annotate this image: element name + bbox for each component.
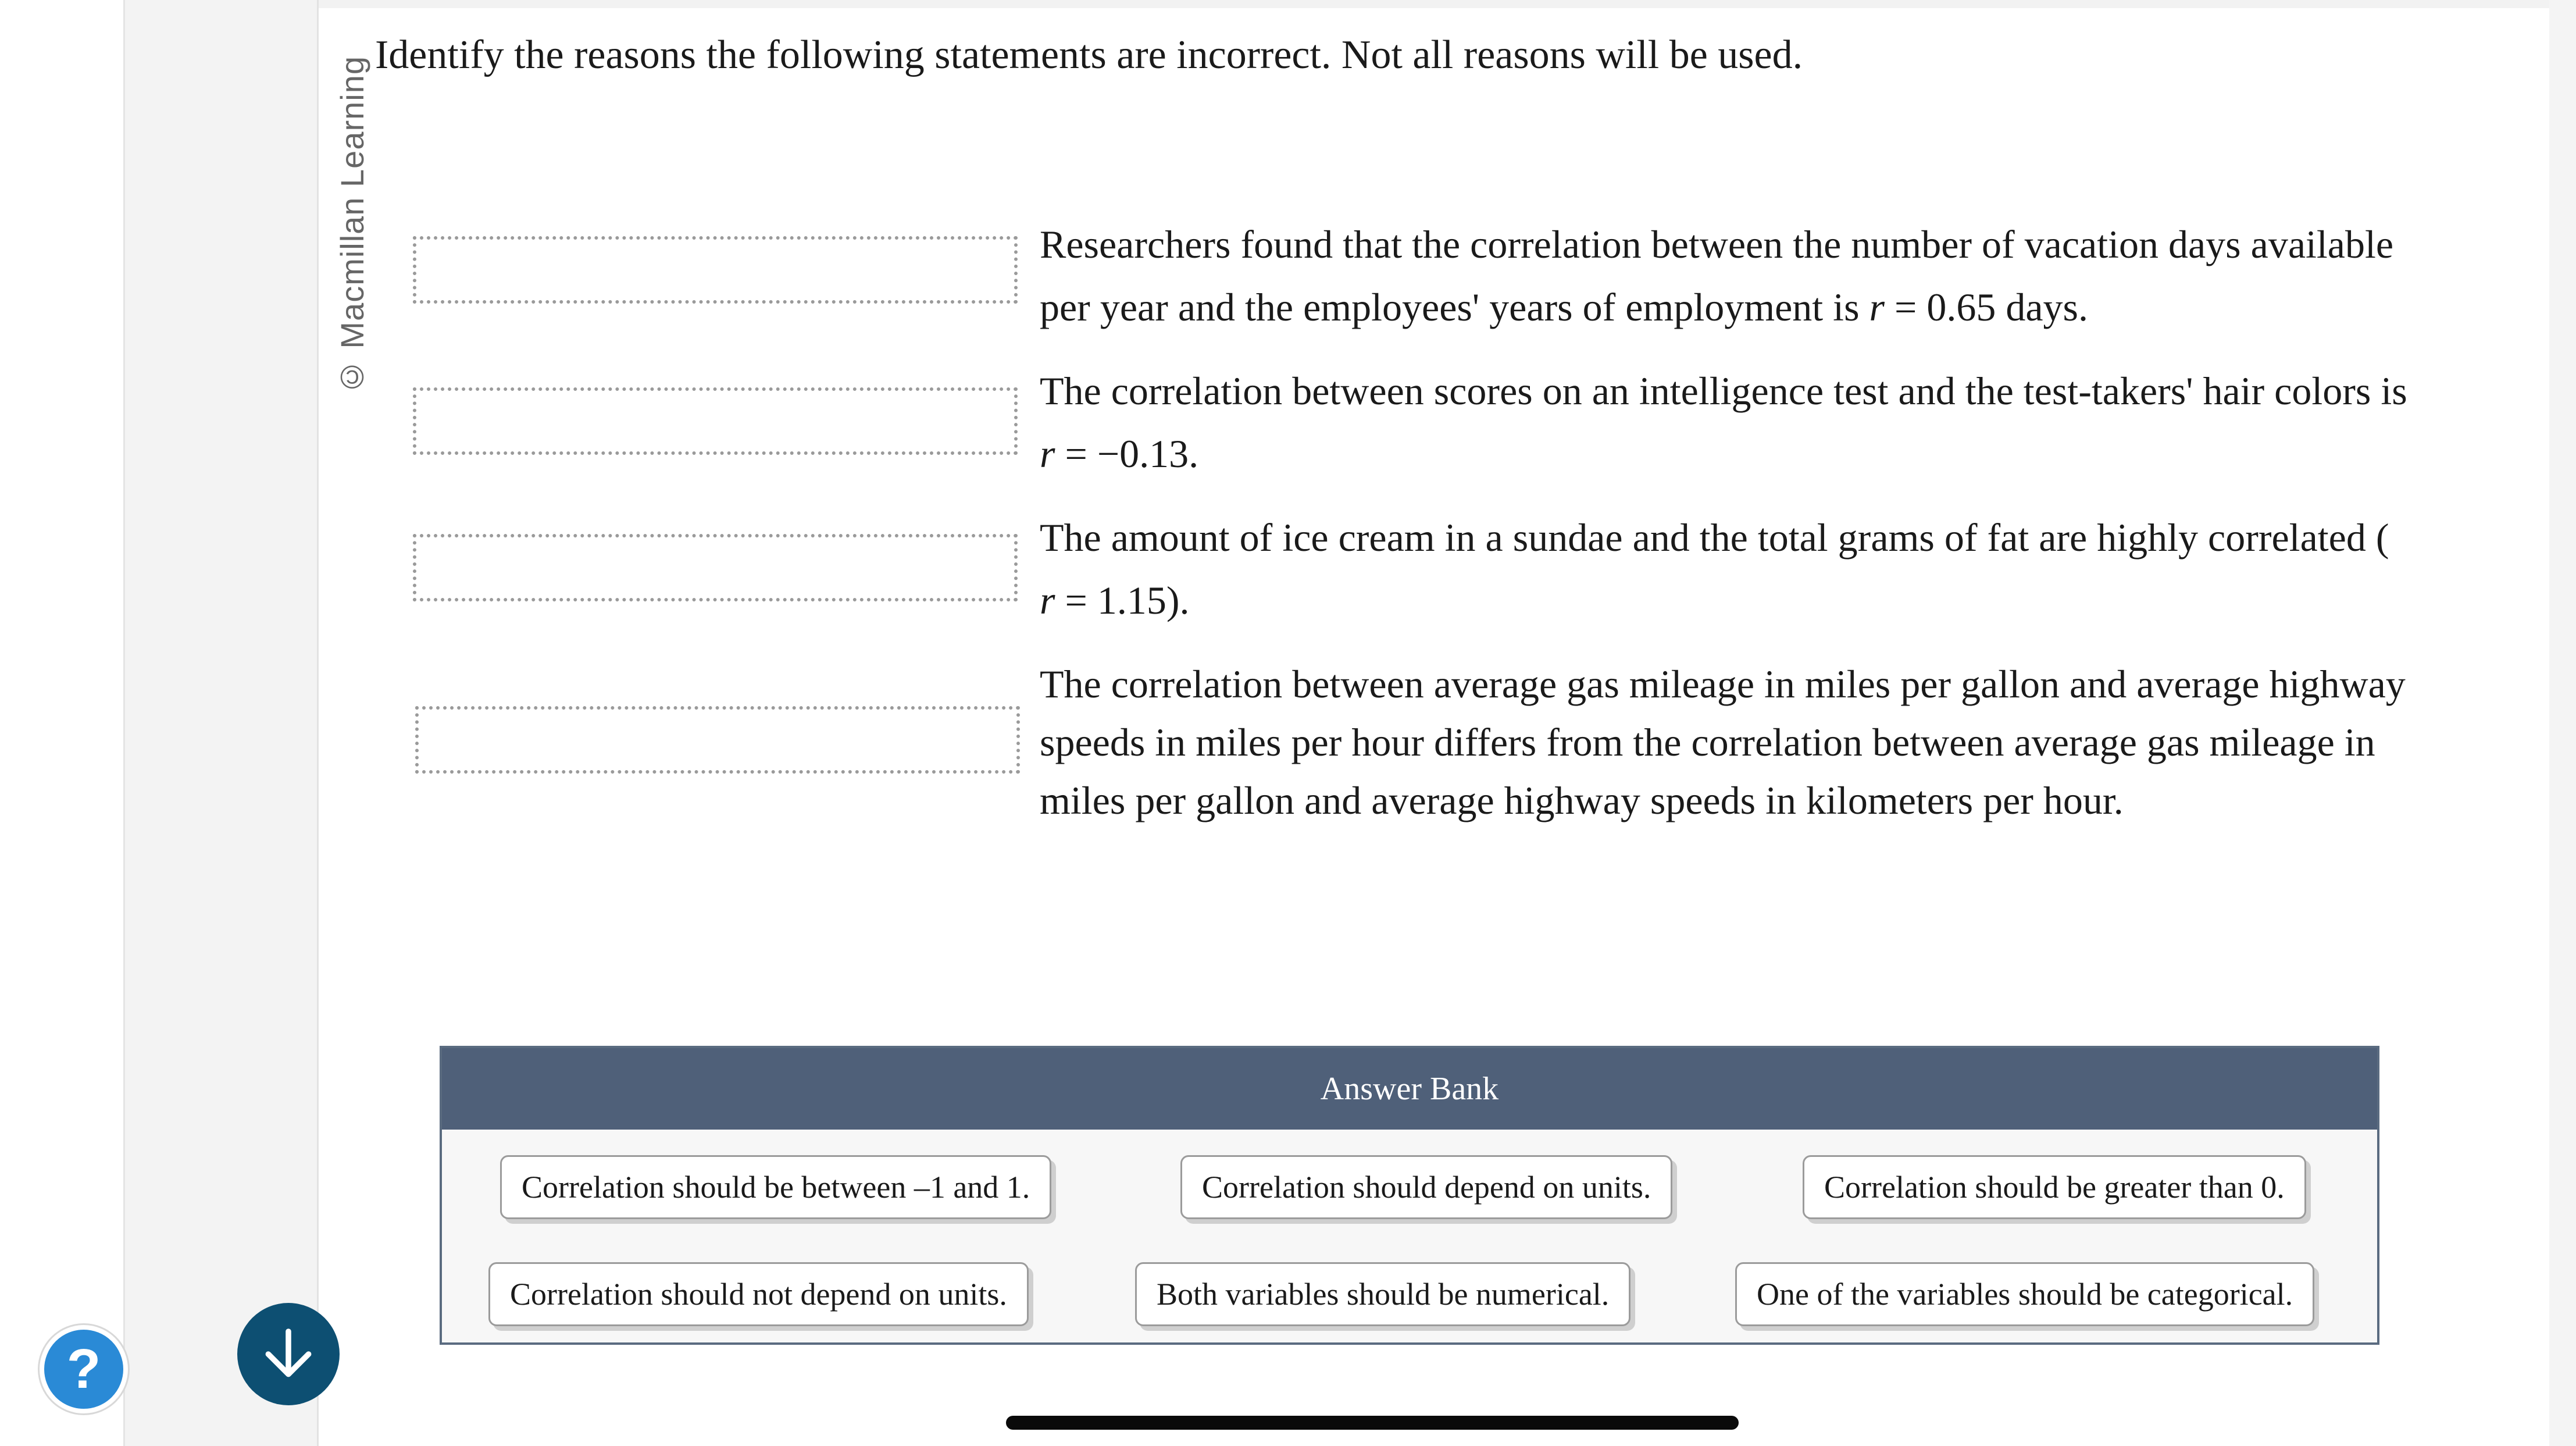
right-edge [2549, 0, 2576, 1446]
r-variable: r [1040, 578, 1055, 622]
answer-bank-title: Answer Bank [1320, 1071, 1499, 1107]
statement-3-line1: The amount of ice cream in a sundae and the total grams of fat are highly correlated ( [1040, 515, 2389, 560]
r-variable: r [1040, 432, 1055, 476]
drop-target-3[interactable] [413, 534, 1018, 601]
statement-2 [1040, 359, 2517, 485]
answer-chip-not-depend-on-units[interactable]: Correlation should not depend on units. [488, 1262, 1029, 1326]
answer-chip-depend-on-units[interactable]: Correlation should depend on units. [1180, 1155, 1672, 1219]
side-panel [125, 0, 319, 1446]
question-mark-icon: ? [66, 1338, 101, 1400]
drop-target-4[interactable] [415, 706, 1020, 774]
statement-1-line2: per year and the employees' years of employment is r = 0.65 days. [1040, 285, 2089, 329]
copyright-text: © Macmillan Learning [333, 55, 370, 396]
statement-4-line3: miles per gallon and average highway speeds in kilometers per hour. [1040, 778, 2124, 822]
statement-1-line1: Researchers found that the correlation between the number of vacation days available [1040, 222, 2394, 266]
r-variable: r [1869, 285, 1885, 329]
statement-2-line1: The correlation between scores on an intelligence test and the test-takers' hair colors is [1040, 369, 2407, 413]
drop-target-1[interactable] [413, 236, 1018, 304]
help-button[interactable] [40, 1325, 128, 1413]
statement-3 [1040, 506, 2517, 632]
statement-4 [1040, 655, 2517, 829]
arrow-down-icon [258, 1324, 319, 1384]
scroll-down-button[interactable] [237, 1303, 340, 1405]
drop-target-2[interactable] [413, 387, 1018, 455]
answer-chip-both-numerical[interactable]: Both variables should be numerical. [1135, 1262, 1630, 1326]
answer-chip-one-categorical[interactable]: One of the variables should be categorical. [1735, 1262, 2314, 1326]
answer-bank-header [442, 1048, 2377, 1130]
instructions: Identify the reasons the following statements are incorrect. Not all reasons will be used. [375, 33, 1803, 77]
answer-chip-greater-than-0[interactable]: Correlation should be greater than 0. [1803, 1155, 2306, 1219]
statement-2-line2: r = −0.13. [1040, 432, 1199, 476]
home-indicator [1006, 1416, 1739, 1430]
statement-4-line2: speeds in miles per hour differs from the correlation between average gas mileage in [1040, 720, 2375, 764]
answer-chip-between-neg1-and-1[interactable]: Correlation should be between –1 and 1. [500, 1155, 1051, 1219]
copyright-notice [334, 47, 369, 396]
statement-4-line1: The correlation between average gas mileage in miles per gallon and average highway [1040, 662, 2406, 706]
answer-bank [440, 1046, 2379, 1345]
statement-3-line2: r = 1.15). [1040, 578, 1190, 622]
statement-1 [1040, 213, 2517, 339]
left-gutter [0, 0, 125, 1446]
